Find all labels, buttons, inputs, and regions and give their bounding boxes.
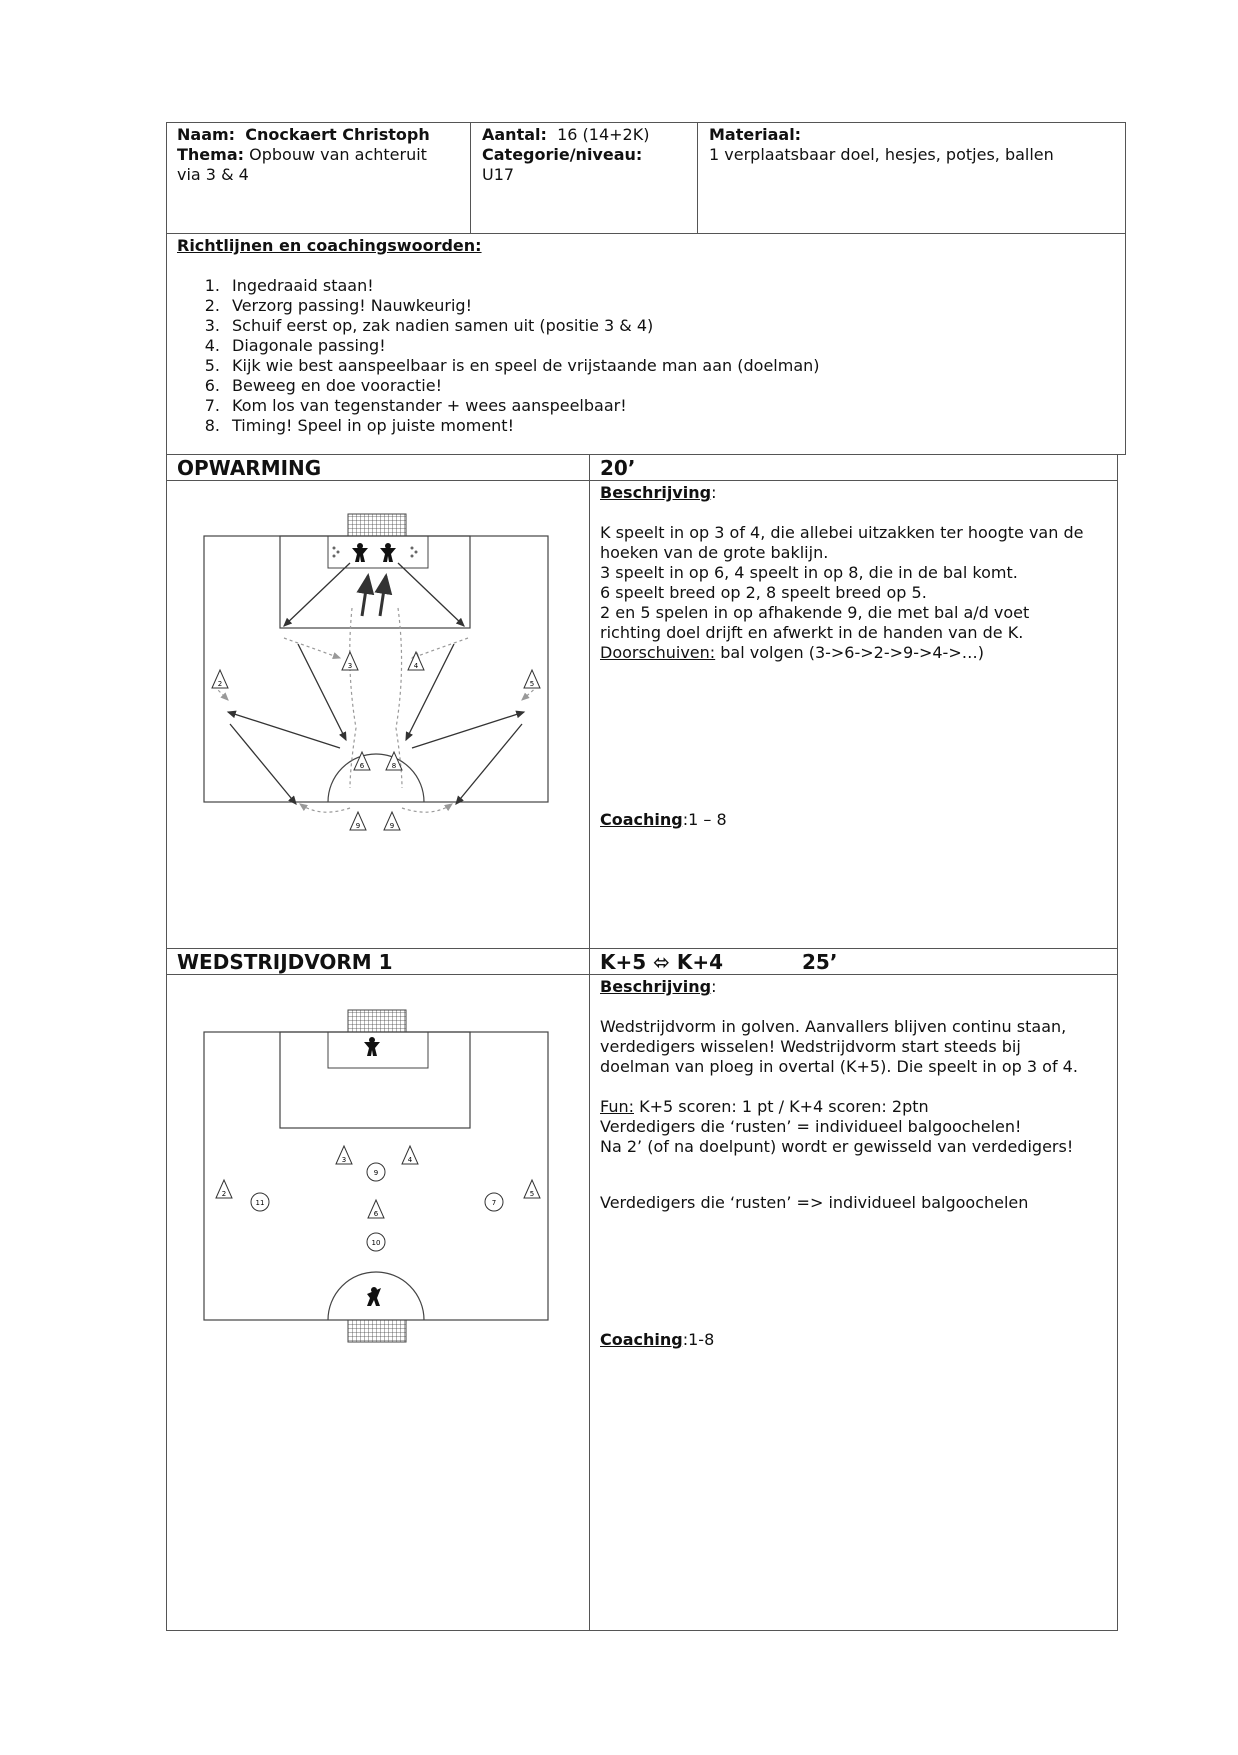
cone-label-6: 6	[373, 1210, 379, 1218]
thema-label: Thema:	[177, 145, 245, 164]
richtlijnen-title: Richtlijnen en coachingswoorden:	[177, 236, 482, 255]
wedstrijdvorm-line-2: verdedigers wisselen! Wedstrijdvorm start steeds bij	[600, 1037, 1021, 1056]
wedstrijdvorm-line-1: Wedstrijdvorm in golven. Aanvallers blijven continu staan,	[600, 1017, 1067, 1036]
list-item: 6. Beweeg en doe vooractie!	[204, 376, 442, 395]
balls-icon	[333, 547, 418, 558]
player-label-9: 9	[373, 1169, 379, 1177]
opwarming-beschrijving: Beschrijving:	[600, 483, 717, 502]
fun-label: Fun:	[600, 1097, 634, 1116]
center-circle	[328, 754, 424, 802]
cone-label-6: 6	[359, 762, 365, 770]
doorschuiven-label: Doorschuiven:	[600, 643, 716, 662]
cone-label-2: 2	[217, 680, 223, 688]
cone-label-4: 4	[407, 1156, 413, 1164]
field-outline	[204, 536, 548, 802]
aantal-value: 16 (14+2K)	[557, 125, 650, 144]
goal-net	[348, 514, 406, 536]
naam-row	[177, 125, 430, 145]
richtlijnen-list	[190, 276, 1090, 436]
materiaal-label: Materiaal:	[709, 125, 802, 144]
goal-box	[328, 536, 428, 568]
categorie-label: Categorie/niveau:	[482, 145, 643, 164]
wedstrijdvorm-fun	[600, 1097, 929, 1117]
wedstrijdvorm-title: WEDSTRIJDVORM 1	[177, 950, 393, 974]
opwarming-line-2: hoeken van de grote baklijn.	[600, 543, 829, 562]
player-label-10: 10	[371, 1239, 381, 1247]
opwarming-title: OPWARMING	[177, 456, 322, 480]
wedstrijdvorm-subtitle: K+5 ⬄ K+4	[600, 950, 724, 974]
wedstrijdvorm-diagram	[200, 1004, 560, 1354]
opwarming-duration-cell	[589, 454, 1118, 481]
cone-label-3: 3	[347, 662, 353, 670]
coaching-label: Coaching	[600, 810, 683, 829]
aantal-row	[482, 125, 649, 145]
goal-net-bottom	[348, 1320, 406, 1342]
opwarming-coaching	[600, 810, 727, 830]
opwarming-diagram	[200, 508, 560, 838]
keeper-icon-bottom	[367, 1287, 381, 1306]
list-item: 5. Kijk wie best aanspeelbaar is en speel de vrijstaande man aan (doelman)	[204, 356, 820, 375]
goal-box	[328, 1032, 428, 1068]
doorschuiven-value: bal volgen (3->6->2->9->4->…)	[715, 643, 984, 662]
cone-label-9b: 9	[389, 822, 395, 830]
naam-label: Naam:	[177, 125, 236, 144]
categorie-value: U17	[482, 165, 515, 184]
wedstrijdvorm-line-3: doelman van ploeg in overtal (K+5). Die speelt in op 3 of 4.	[600, 1057, 1078, 1076]
cone-label-5: 5	[529, 1190, 535, 1198]
coaching-value: :1-8	[682, 1330, 715, 1349]
fun-value: K+5 scoren: 1 pt / K+4 scoren: 2ptn	[634, 1097, 929, 1116]
keeper-icon	[352, 543, 396, 562]
wedstrijdvorm-beschrijving: Beschrijving:	[600, 977, 717, 996]
beschrijving-label: Beschrijving	[600, 977, 712, 996]
opwarming-line-1: K speelt in op 3 of 4, die allebei uitzakken ter hoogte van de	[600, 523, 1084, 542]
cone-label-4: 4	[413, 662, 419, 670]
player-label-11: 11	[255, 1199, 265, 1207]
naam-value: Cnockaert Christoph	[245, 125, 430, 144]
cone-label-8: 8	[391, 762, 397, 770]
penalty-box	[280, 536, 470, 628]
list-item: 8. Timing! Speel in op juiste moment!	[204, 416, 514, 435]
list-item: 7. Kom los van tegenstander + wees aanspeelbaar!	[204, 396, 627, 415]
opwarming-line-4: 6 speelt breed op 2, 8 speelt breed op 5.	[600, 583, 927, 602]
coaching-value: :1 – 8	[682, 810, 727, 829]
list-item: 4. Diagonale passing!	[204, 336, 386, 355]
goal-net-top	[348, 1010, 406, 1032]
list-item: 1. Ingedraaid staan!	[204, 276, 374, 295]
wedstrijdvorm-duration: 25’	[802, 950, 838, 974]
opwarming-line-5: 2 en 5 spelen in op afhakende 9, die met bal a/d voet	[600, 603, 1030, 622]
thema-row	[177, 145, 427, 165]
list-item: 3. Schuif eerst op, zak nadien samen uit (positie 3 & 4)	[204, 316, 654, 335]
cone-label-9a: 9	[355, 822, 361, 830]
cone-label-3: 3	[341, 1156, 347, 1164]
keeper-icon-top	[364, 1037, 380, 1056]
wedstrijdvorm-line-c: Verdedigers die ‘rusten’ => individueel balgoochelen	[600, 1193, 1029, 1212]
cone-label-5: 5	[529, 680, 535, 688]
materiaal-value: 1 verplaatsbaar doel, hesjes, potjes, ballen	[709, 145, 1054, 164]
wedstrijdvorm-line-a: Verdedigers die ‘rusten’ = individueel balgoochelen!	[600, 1117, 1022, 1136]
opwarming-line-3: 3 speelt in op 6, 4 speelt in op 8, die in de bal komt.	[600, 563, 1018, 582]
opwarming-duration: 20’	[600, 456, 636, 480]
thema-value-line2: via 3 & 4	[177, 165, 249, 184]
opwarming-line-6: richting doel drijft en afwerkt in de handen van de K.	[600, 623, 1024, 642]
list-item: 2. Verzorg passing! Nauwkeurig!	[204, 296, 472, 315]
wedstrijdvorm-line-b: Na 2’ (of na doelpunt) wordt er gewisseld van verdedigers!	[600, 1137, 1074, 1156]
beschrijving-label: Beschrijving	[600, 483, 712, 502]
aantal-label: Aantal:	[482, 125, 547, 144]
opwarming-doorschuiven	[600, 643, 984, 663]
player-label-7: 7	[491, 1199, 497, 1207]
wedstrijdvorm-coaching	[600, 1330, 714, 1350]
cone-label-2: 2	[221, 1190, 227, 1198]
coaching-label: Coaching	[600, 1330, 683, 1349]
thema-value: Opbouw van achteruit	[249, 145, 427, 164]
